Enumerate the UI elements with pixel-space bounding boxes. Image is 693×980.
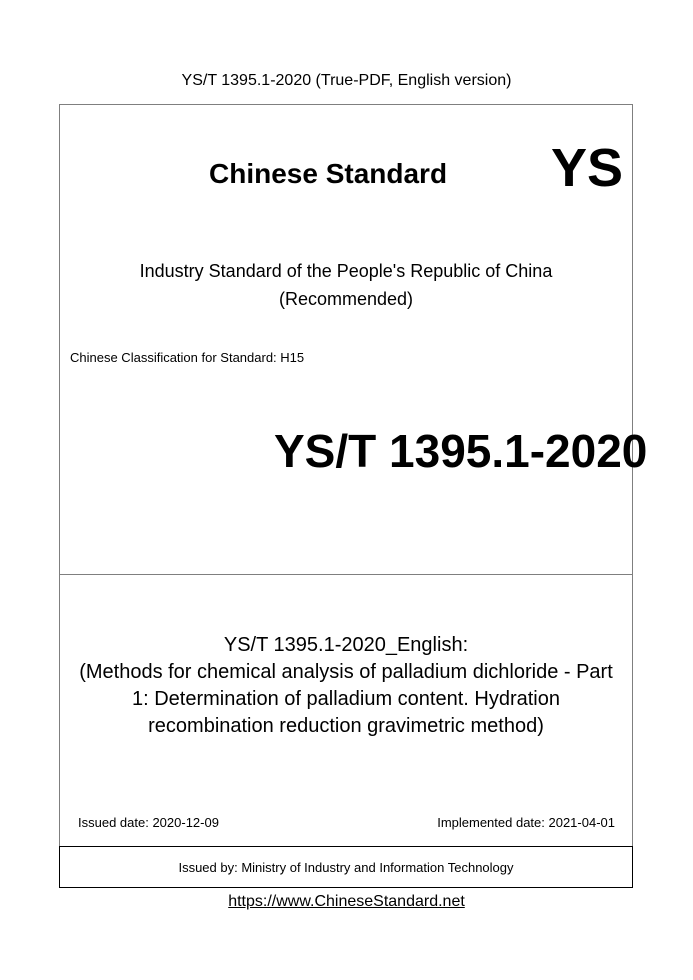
document-title-line: 1: Determination of palladium content. Hydration	[131, 688, 560, 710]
implemented-date: Implemented date: 2021-04-01	[437, 815, 615, 830]
standard-number: YS/T 1395.1-2020	[274, 425, 648, 477]
subtitle-line-2: (Recommended)	[278, 289, 414, 309]
document-title-line: (Methods for chemical analysis of palladium dichloride - Part	[79, 661, 613, 683]
document-title	[59, 632, 633, 740]
issuer-box	[59, 846, 633, 888]
classification: Chinese Classification for Standard: H15	[70, 350, 305, 365]
issuer-text: Issued by: Ministry of Industry and Information Technology	[178, 859, 514, 875]
document-title-line: YS/T 1395.1-2020_English:	[223, 634, 469, 656]
running-header: YS/T 1395.1-2020 (True-PDF, English version)	[181, 72, 512, 89]
website-link[interactable]: https://www.ChineseStandard.net	[228, 893, 465, 910]
issued-date: Issued date: 2020-12-09	[78, 815, 219, 830]
brand-code: YS	[551, 138, 624, 198]
document-title-line: recombination reduction gravimetric method)	[148, 715, 544, 737]
subtitle-line-1: Industry Standard of the People's Republic of China	[139, 261, 553, 281]
brand-title: Chinese Standard	[209, 158, 448, 189]
